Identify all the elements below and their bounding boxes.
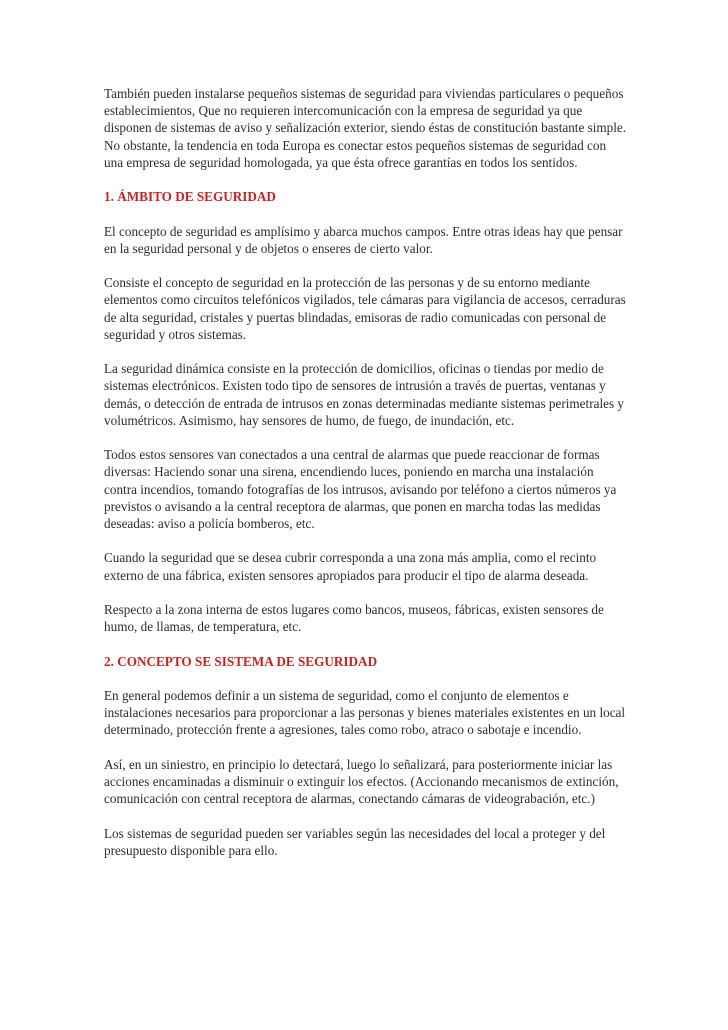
intro-paragraph: También pueden instalarse pequeños sistemas de seguridad para viviendas particulares o pequeños establecimientos, Que no requieren intercomunicación con la empresa de seguridad ya que disponen de sistemas de aviso y señalización exterior, siendo éstas de constitución bastante simple. No obstante, la tendencia en toda Europa es conectar estos pequeños sistemas de seguridad con una empresa de seguridad homologada, ya que ésta ofrece garantías en todos los sentidos. bbox=[104, 86, 627, 170]
section-1-paragraph-2: Consiste el concepto de seguridad en la protección de las personas y de su entorno mediante elementos como circuitos telefónicos vigilados, tele cámaras para vigilancia de accesos, cerraduras de alta seguridad, cristales y puertas blindadas, emisoras de radio comunicadas con personal de seguridad y otros sistemas. bbox=[104, 275, 626, 342]
section-1-paragraph-6: Respecto a la zona interna de estos lugares como bancos, museos, fábricas, existen sensores de humo, de llamas, de temperatura, etc. bbox=[104, 601, 604, 635]
section-1-paragraph-5: Cuando la seguridad que se desea cubrir corresponda a una zona más amplia, como el recinto externo de una fábrica, existen sensores apropiados para producir el tipo de alarma deseada. bbox=[104, 550, 597, 583]
section-1-paragraph-3: La seguridad dinámica consiste en la protección de domicilios, oficinas o tiendas por medio de sistemas electrónicos. Existen todo tipo de sensores de intrusión a través de puertas, ventanas y demás, o detección de entrada de intrusos en zonas determinadas mediante sistemas perimetrales y volumétricos. Asimismo, hay sensores de humo, de fuego, de inundación, etc. bbox=[104, 361, 624, 428]
section-2-paragraph-1: En general podemos definir a un sistema de seguridad, como el conjunto de elementos e instalaciones necesarios para proporcionar a las personas y bienes materiales existentes en un local determinado, protección frente a agresiones, tales como robo, atraco o sabotaje e incendio. bbox=[104, 687, 626, 738]
section-2-heading: 2. CONCEPTO SE SISTEMA DE SEGURIDAD bbox=[104, 653, 378, 669]
section-2-paragraph-3: Los sistemas de seguridad pueden ser variables según las necesidades del local a proteger y del presupuesto disponible para ello. bbox=[104, 825, 606, 858]
section-1-heading: 1. ÁMBITO DE SEGURIDAD bbox=[104, 189, 276, 205]
section-1-paragraph-4: Todos estos sensores van conectados a una central de alarmas que puede reaccionar de formas diversas: Haciendo sonar una sirena, encendiendo luces, poniendo en marcha una instalación contra incendios, tomando fotografías de los intrusos, avisando por teléfono a ciertos números ya previstos o avisando a la central receptora de alarmas, que ponen en marcha todas las medidas deseadas: aviso a policía bomberos, etc. bbox=[104, 447, 617, 531]
section-1-paragraph-1: El concepto de seguridad es amplísimo y abarca muchos campos. Entre otras ideas hay que pensar en la seguridad personal y de objetos o enseres de cierto valor. bbox=[104, 223, 623, 256]
section-2-paragraph-2: Así, en un siniestro, en principio lo detectará, luego lo señalizará, para posteriormente iniciar las acciones encaminadas a disminuir o extinguir los efectos. (Accionando mecanismos de extinción, comunicación con central receptora de alarmas, conectando cámaras de videograbación, etc.) bbox=[104, 756, 619, 807]
document-page bbox=[104, 85, 628, 876]
